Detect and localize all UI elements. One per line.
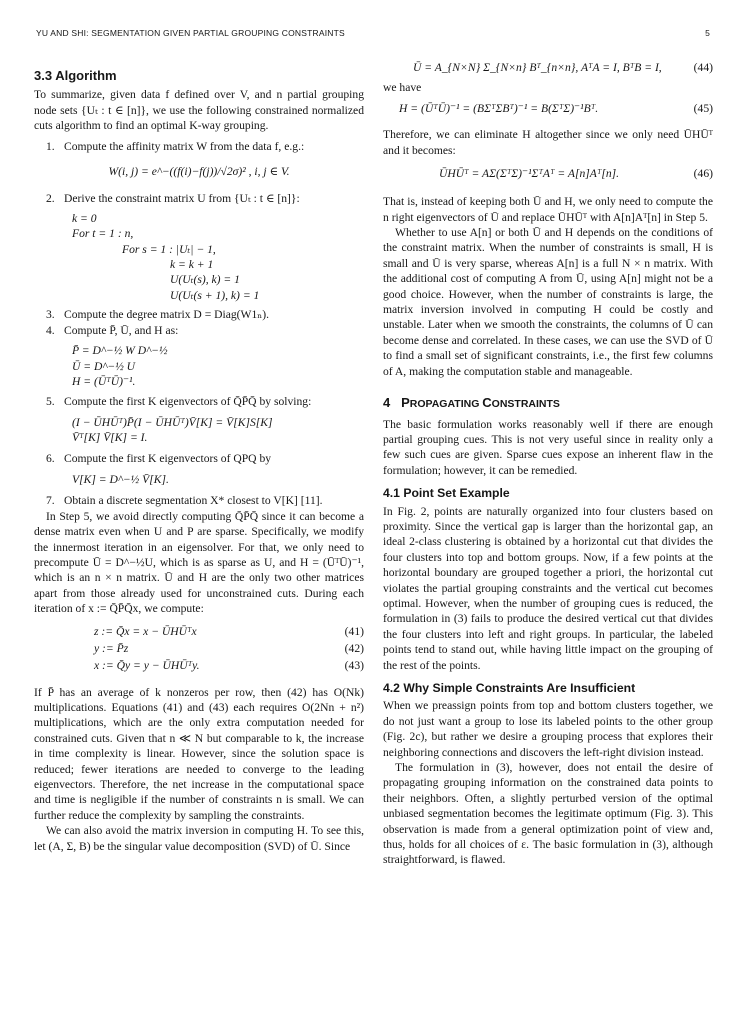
intro-paragraph: To summarize, given data f defined over V, and n partial grouping node sets {Uₜ : t ∈ [n]}, we use the following constrained normalized cuts algorithm to find an optimal K-way grouping. — [34, 88, 364, 133]
equation-42-number: (42) — [344, 641, 364, 655]
equation-41-number: (41) — [344, 624, 364, 638]
step-6-equation: V[K] = D^−½ V̄[K]. — [72, 472, 169, 486]
equation-46-number: (46) — [693, 167, 713, 181]
point-set-paragraph: In Fig. 2, points are naturally organized into four clusters based on proximity. Since the vertical gap is larger than the horizontal gap, an ideal 2-class clustering is obtained by a horizontal cut that divides the four clusters into top and bottom groups. Now, if a few points at the horizontal boundary are grouped together a priori, the horizontal cut violates the partial grouping constraints and the vertical cut becomes optimal. However, when the number of grouping cues is reduced, the formulation in (3) fails to produce the desired vertical cut that divides the four clusters into left and right groups. In particular, the labeled points tend to stand out, while having little impact on the grouping of the rest of the points. — [383, 504, 713, 672]
section-4-heading — [383, 395, 713, 412]
step-3-text: Compute the degree matrix D = Diag(W1ₙ). — [64, 308, 270, 322]
equation-42-expr: y := P̄z — [94, 641, 129, 655]
section-4-title-c: C — [482, 395, 492, 411]
step-5 — [34, 394, 364, 409]
algo-line: For s = 1 : |Uₜ| − 1, — [122, 242, 216, 256]
step-2-number: 2. — [46, 192, 55, 206]
step-4 — [34, 323, 364, 338]
step-7-text: Obtain a discrete segmentation X* closest to V[K] [11]. — [64, 494, 323, 508]
algo-line: U(Uₜ(s), k) = 1 — [170, 273, 240, 287]
insufficient-paragraph-2: The formulation in (3), however, does not entail the desire of propagating grouping information on the constrained data points to their neighbors. Often, a slightly perturbed version of the optimal unbiased segmentation becomes the legitimate optimum (Fig. 3). This observation is made from a general optimization point of view and, thus, holds for all choices of ε. The basic formulation in (3), although straightforward, is flawed. — [383, 761, 713, 867]
equation-45-number: (45) — [693, 102, 713, 116]
equation-44-expr: Ū = A_{N×N} Σ_{N×n} Bᵀ_{n×n}, AᵀA = I, BᵀB = I, — [413, 61, 662, 74]
step-4-equation: Ū = D^−½ U — [72, 359, 136, 373]
equation-42 — [34, 641, 364, 658]
step-6-number: 6. — [46, 451, 55, 465]
step-3-number: 3. — [46, 308, 55, 322]
section-4-number: 4 — [383, 395, 391, 411]
instead-paragraph: That is, instead of keeping both Ū and H, we only need to compute the n right eigenvectors of Ū and replace ŪHŪᵀ with A[n]Aᵀ[n] in Step 5. — [383, 195, 713, 224]
equation-45 — [383, 101, 713, 127]
running-header — [36, 28, 714, 44]
section-4-1-heading: 4.1 Point Set Example — [383, 486, 510, 501]
equation-43-number: (43) — [344, 658, 364, 672]
basic-formulation-paragraph: The basic formulation works reasonably well if there are enough partial grouping cues. This is not very useful since in reality only a few such cues are given. Sparse cues expose an inherent flaw in the formulation; however, it can be remedied. — [383, 417, 713, 477]
eliminate-paragraph: Therefore, we can eliminate H altogether since we only need ŪHŪᵀ and it becomes: — [383, 128, 713, 157]
step-4-text: Compute P̄, Ū, and H as: — [64, 323, 179, 337]
section-4-title-rest2: ONSTRAINTS — [491, 398, 560, 411]
step-3 — [34, 307, 364, 322]
section-4-title-rest: ROPAGATING — [409, 398, 483, 411]
equation-45-expr: H = (ŪᵀŪ)⁻¹ = (BΣᵀΣBᵀ)⁻¹ = B(ΣᵀΣ)⁻¹Bᵀ. — [399, 102, 599, 116]
section-3-3-heading: 3.3 Algorithm — [34, 68, 117, 83]
iteration-equations — [34, 624, 364, 675]
step-4-equation: H = (ŪᵀŪ)⁻¹. — [72, 374, 136, 388]
step-7-number: 7. — [46, 494, 55, 508]
algo-line: For t = 1 : n, — [72, 227, 134, 241]
step-4-number: 4. — [46, 323, 55, 337]
step-5-equation: (I − ŪHŪᵀ)P̄(I − ŪHŪᵀ)V̄[K] = V̄[K]S[K] — [72, 415, 273, 429]
constraint-algorithm — [34, 211, 364, 303]
right-column — [383, 60, 713, 868]
running-title: YU AND SHI: SEGMENTATION GIVEN PARTIAL GROUPING CONSTRAINTS — [36, 28, 345, 38]
equation-44 — [383, 60, 713, 80]
section-4-2-heading: 4.2 Why Simple Constraints Are Insufficient — [383, 681, 636, 695]
step-5-text: Compute the first K eigenvectors of Q̄P̄Q̄ by solving: — [64, 395, 312, 409]
step-4-equation: P̄ = D^−½ W D^−½ — [72, 344, 168, 358]
whether-paragraph: Whether to use A[n] or both Ū and H depends on the conditions of the constraint matrix. When the number of constraints is small, H is small and Ū is very sparse, whereas A[n] is a full N × n matrix. With the additional cost of computing A from Ū, using A[n] might not be a good choice. However, when the number of constraints is large, the matrix inversion involved in computing H could be costly and unstable. Later when we smooth the constraints, the columns of Ū can become dense and correlated. In these cases, we can use the SVD of Ū to find a small set of significant constraints, i.e., the first few columns of A, making the computation stable and manageable. — [383, 226, 713, 378]
insufficient-paragraph-1: When we preassign points from top and bottom clusters together, we do not just want a group to lose its labeled points to the other group (Fig. 2c), but rather we desire a grouping process that explores their neighboring connections and discovers the left-right division instead. — [383, 699, 713, 759]
left-column — [34, 60, 364, 854]
step-1-number: 1. — [46, 139, 55, 153]
we-have-text: we have — [383, 81, 422, 94]
affinity-equation: W(i, j) = e^−((f(i)−f(j))/√2σ)² , i, j ∈ V. — [108, 165, 290, 179]
section-4-title-p: P — [401, 395, 410, 411]
step-4-equations — [34, 343, 364, 389]
equation-46 — [383, 166, 713, 194]
step-5-equations — [34, 415, 364, 446]
page-number: 5 — [705, 28, 710, 38]
equation-41 — [34, 624, 364, 641]
complexity-paragraph: If P̄ has an average of k nonzeros per row, then (42) has O(Nk) multiplications. Equations (41) and (43) each requires O(2Nn + n²) multiplications, which are the only extra computation needed for constrained cuts. Given that n ≪ N but comparable to k, the increase in time complexity is linear. However, since the solution space is reduced; fewer iterations are needed to converge to the leading eigenvectors. Therefore, the net increase in the computational space and time is negligible if the number of constraints n is small. We can further reduce the complexity by sampling the constraints. — [34, 685, 364, 822]
algo-line: U(Uₜ(s + 1), k) = 1 — [170, 288, 260, 302]
equation-43 — [34, 658, 364, 675]
step-1 — [34, 139, 364, 154]
equation-41-expr: z := Q̄x = x − ŪHŪᵀx — [94, 624, 197, 638]
algo-line: k = 0 — [72, 211, 97, 225]
step-5-equation: V̄ᵀ[K] V̄[K] = I. — [72, 431, 148, 445]
step-7 — [34, 493, 364, 508]
step-6 — [34, 451, 364, 466]
svd-paragraph: We can also avoid the matrix inversion in computing H. To see this, let (A, Σ, B) be the singular value decomposition (SVD) of Ū. Since — [34, 824, 364, 853]
step-6-text: Compute the first K eigenvectors of QPQ by — [64, 451, 272, 465]
step-2 — [34, 191, 364, 206]
equation-46-expr: ŪHŪᵀ = AΣ(ΣᵀΣ)⁻¹ΣᵀAᵀ = A[n]Aᵀ[n]. — [439, 167, 620, 181]
step-5-number: 5. — [46, 395, 55, 409]
equation-44-number: (44) — [693, 61, 713, 74]
step-1-text: Compute the affinity matrix W from the data f, e.g.: — [64, 139, 305, 153]
step-5-explanation: In Step 5, we avoid directly computing Q̄P̄Q̄ since it can become a dense matrix even when U and P are sparse. Specifically, we modify the innermost iteration in an eigensolver. For that, we only need to precompute Ū = D^−½U, which is as sparse as U, and H = (ŪᵀŪ)⁻¹, which is an n × n matrix. Ū and H are the only two other matrices apart from those already used for unconstrained cuts. During each iteration of x := Q̄P̄Q̄x, we compute: — [34, 509, 364, 616]
algo-line: k = k + 1 — [170, 258, 214, 272]
equation-43-expr: x := Q̄y = y − ŪHŪᵀy. — [94, 658, 200, 672]
step-2-text: Derive the constraint matrix U from {Uₜ : t ∈ [n]}: — [64, 192, 300, 206]
